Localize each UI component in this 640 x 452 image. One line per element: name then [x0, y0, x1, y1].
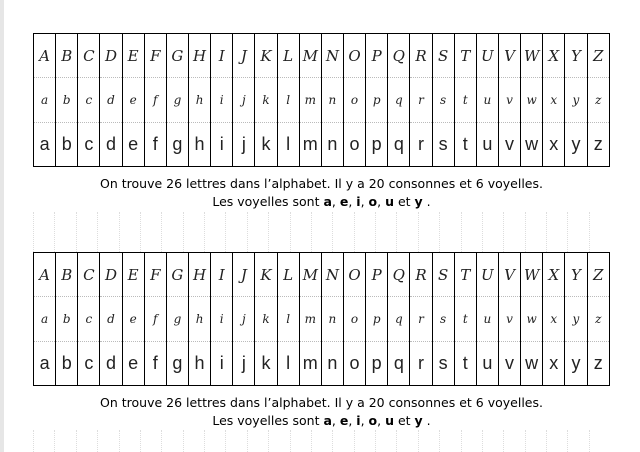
lowercase-cursive-cell: b — [56, 78, 78, 123]
lowercase-print-cell: f — [144, 342, 166, 386]
uppercase-cursive-cell: Q — [388, 34, 410, 78]
dotted-guide — [76, 212, 97, 252]
uppercase-cursive-cell: L — [277, 253, 299, 297]
dotted-guide — [354, 212, 375, 252]
dotted-gap — [33, 212, 610, 252]
dotted-guide — [567, 212, 588, 252]
lowercase-cursive-cell: c — [78, 297, 100, 342]
lowercase-cursive-cell: m — [299, 297, 321, 342]
lowercase-cursive-cell: g — [166, 297, 188, 342]
uppercase-cursive-cell: L — [277, 34, 299, 78]
dotted-guide — [461, 212, 482, 252]
vowel: a — [323, 413, 332, 428]
uppercase-cursive-cell: I — [211, 253, 233, 297]
uppercase-cursive-cell: Y — [565, 253, 587, 297]
uppercase-cursive-cell: Q — [388, 253, 410, 297]
lowercase-cursive-cell: o — [343, 297, 365, 342]
uppercase-cursive-cell: T — [454, 253, 476, 297]
uppercase-cursive-row — [34, 253, 610, 297]
lowercase-print-cell: b — [56, 342, 78, 386]
uppercase-cursive-cell: J — [233, 253, 255, 297]
dotted-guide — [119, 430, 140, 452]
sentence-text: , — [377, 194, 386, 209]
lowercase-print-cell: u — [476, 342, 498, 386]
lowercase-cursive-cell: f — [144, 78, 166, 123]
lowercase-print-cell: y — [565, 123, 587, 167]
dotted-guide — [439, 430, 460, 452]
uppercase-cursive-cell: K — [255, 253, 277, 297]
lowercase-cursive-cell: g — [166, 78, 188, 123]
lowercase-print-cell: c — [78, 123, 100, 167]
uppercase-cursive-cell: U — [476, 34, 498, 78]
dotted-guide — [33, 212, 54, 252]
vowel: a — [323, 194, 332, 209]
lowercase-cursive-cell: k — [255, 78, 277, 123]
sentence-count: On trouve 26 lettres dans l’alphabet. Il y a 20 consonnes et 6 voyelles. — [100, 176, 543, 191]
dotted-guide — [161, 212, 182, 252]
dotted-guide — [97, 430, 118, 452]
dotted-guide — [546, 212, 567, 252]
lowercase-print-cell: b — [56, 123, 78, 167]
alphabet-chart-1 — [33, 33, 610, 211]
uppercase-cursive-cell: S — [432, 253, 454, 297]
vowel: o — [368, 194, 378, 209]
lowercase-print-cell: r — [410, 342, 432, 386]
uppercase-cursive-cell: A — [34, 253, 56, 297]
lowercase-print-cell: d — [100, 123, 122, 167]
lowercase-print-cell: a — [34, 342, 56, 386]
sentence-count: On trouve 26 lettres dans l’alphabet. Il y a 20 consonnes et 6 voyelles. — [100, 395, 543, 410]
lowercase-print-cell: q — [388, 123, 410, 167]
lowercase-cursive-cell: u — [476, 78, 498, 123]
uppercase-cursive-cell: A — [34, 34, 56, 78]
lowercase-print-cell: j — [233, 123, 255, 167]
uppercase-cursive-cell: T — [454, 34, 476, 78]
dotted-guide — [589, 430, 610, 452]
uppercase-cursive-cell: W — [521, 253, 543, 297]
lowercase-cursive-cell: c — [78, 78, 100, 123]
lowercase-print-cell: l — [277, 342, 299, 386]
dotted-guide — [311, 212, 332, 252]
uppercase-cursive-cell: B — [56, 34, 78, 78]
vowel: y — [414, 413, 423, 428]
uppercase-cursive-cell: G — [166, 34, 188, 78]
lowercase-cursive-row — [34, 78, 610, 123]
dotted-guide — [396, 430, 417, 452]
dotted-guide — [482, 430, 503, 452]
lowercase-print-cell: z — [587, 123, 609, 167]
lowercase-cursive-cell: q — [388, 78, 410, 123]
vowel: u — [385, 194, 394, 209]
lowercase-cursive-cell: y — [565, 297, 587, 342]
lowercase-print-cell: s — [432, 123, 454, 167]
lowercase-print-cell: o — [343, 342, 365, 386]
lowercase-print-cell: r — [410, 123, 432, 167]
lowercase-print-cell: e — [122, 123, 144, 167]
dotted-guide — [247, 212, 268, 252]
lowercase-cursive-cell: r — [410, 297, 432, 342]
vowel: u — [385, 413, 394, 428]
uppercase-cursive-cell: F — [144, 253, 166, 297]
lowercase-cursive-cell: e — [122, 297, 144, 342]
lowercase-print-cell: n — [321, 123, 343, 167]
sentence-vowels — [33, 193, 610, 211]
lowercase-print-cell: w — [521, 342, 543, 386]
dotted-guide — [54, 212, 75, 252]
lowercase-print-cell: m — [299, 123, 321, 167]
lowercase-print-cell: t — [454, 123, 476, 167]
uppercase-cursive-cell: H — [188, 34, 210, 78]
lowercase-print-cell: h — [188, 123, 210, 167]
lowercase-cursive-cell: v — [498, 78, 520, 123]
dotted-guide — [204, 430, 225, 452]
lowercase-print-cell: c — [78, 342, 100, 386]
lowercase-cursive-cell: y — [565, 78, 587, 123]
lowercase-cursive-cell: m — [299, 78, 321, 123]
alphabet-table — [33, 252, 610, 386]
sentence-text: Les voyelles sont — [212, 413, 324, 428]
dotted-guide — [567, 430, 588, 452]
lowercase-print-cell: f — [144, 123, 166, 167]
dotted-guide — [268, 212, 289, 252]
sentence-text: Les voyelles sont — [212, 194, 324, 209]
uppercase-cursive-cell: C — [78, 34, 100, 78]
lowercase-print-cell: o — [343, 123, 365, 167]
lowercase-print-cell: p — [366, 123, 388, 167]
uppercase-cursive-cell: D — [100, 34, 122, 78]
lowercase-cursive-cell: p — [366, 297, 388, 342]
sentence-text: , — [360, 413, 369, 428]
sentence-text: , — [377, 413, 386, 428]
lowercase-cursive-cell: r — [410, 78, 432, 123]
dotted-guide — [396, 212, 417, 252]
lowercase-print-cell: d — [100, 342, 122, 386]
lowercase-cursive-cell: j — [233, 78, 255, 123]
lowercase-cursive-cell: t — [454, 78, 476, 123]
sentence-text: , — [348, 413, 357, 428]
dotted-guide — [311, 430, 332, 452]
lowercase-cursive-cell: d — [100, 78, 122, 123]
uppercase-cursive-cell: B — [56, 253, 78, 297]
dotted-guide — [461, 430, 482, 452]
lowercase-cursive-cell: x — [543, 297, 565, 342]
sentence-text: , — [331, 413, 340, 428]
lowercase-print-cell: i — [211, 123, 233, 167]
uppercase-cursive-cell: Y — [565, 34, 587, 78]
uppercase-cursive-cell: N — [321, 34, 343, 78]
uppercase-cursive-cell: J — [233, 34, 255, 78]
lowercase-print-cell: h — [188, 342, 210, 386]
dotted-guide — [140, 212, 161, 252]
lowercase-print-cell: w — [521, 123, 543, 167]
lowercase-print-cell: x — [543, 342, 565, 386]
dotted-guide — [332, 430, 353, 452]
lowercase-print-cell: p — [366, 342, 388, 386]
uppercase-cursive-row — [34, 34, 610, 78]
lowercase-cursive-cell: d — [100, 297, 122, 342]
dotted-guide — [439, 212, 460, 252]
lowercase-cursive-cell: j — [233, 297, 255, 342]
uppercase-cursive-cell: Z — [587, 34, 609, 78]
lowercase-cursive-row — [34, 297, 610, 342]
lowercase-cursive-cell: p — [366, 78, 388, 123]
lowercase-print-cell: v — [498, 342, 520, 386]
uppercase-cursive-cell: R — [410, 34, 432, 78]
dotted-guide — [375, 430, 396, 452]
lowercase-cursive-cell: i — [211, 78, 233, 123]
vowel: y — [414, 194, 423, 209]
lowercase-cursive-cell: v — [498, 297, 520, 342]
uppercase-cursive-cell: N — [321, 253, 343, 297]
lowercase-cursive-cell: w — [521, 297, 543, 342]
lowercase-cursive-cell: s — [432, 78, 454, 123]
uppercase-cursive-cell: F — [144, 34, 166, 78]
uppercase-cursive-cell: G — [166, 253, 188, 297]
dotted-guide — [546, 430, 567, 452]
dotted-guide — [225, 430, 246, 452]
sentence-text: et — [394, 194, 415, 209]
lowercase-cursive-cell: z — [587, 297, 609, 342]
uppercase-cursive-cell: S — [432, 34, 454, 78]
sentence-text: . — [422, 194, 431, 209]
lowercase-print-row — [34, 342, 610, 386]
lowercase-cursive-cell: n — [321, 78, 343, 123]
lowercase-print-cell: u — [476, 123, 498, 167]
uppercase-cursive-cell: Z — [587, 253, 609, 297]
dotted-guide — [525, 430, 546, 452]
sentence-text: , — [360, 194, 369, 209]
dotted-guide — [54, 430, 75, 452]
dotted-guide — [119, 212, 140, 252]
dotted-guide — [503, 430, 524, 452]
lowercase-cursive-cell: z — [587, 78, 609, 123]
lowercase-print-cell: x — [543, 123, 565, 167]
dotted-guide — [268, 430, 289, 452]
uppercase-cursive-cell: O — [343, 34, 365, 78]
dotted-guide — [204, 212, 225, 252]
lowercase-cursive-cell: s — [432, 297, 454, 342]
dotted-guide — [418, 212, 439, 252]
lowercase-cursive-cell: e — [122, 78, 144, 123]
uppercase-cursive-cell: X — [543, 34, 565, 78]
dotted-guide — [290, 430, 311, 452]
vowel: e — [339, 194, 349, 209]
lowercase-cursive-cell: l — [277, 297, 299, 342]
dotted-guide — [33, 430, 54, 452]
dotted-guide — [225, 212, 246, 252]
dotted-guide — [589, 212, 610, 252]
dotted-guide — [161, 430, 182, 452]
sentence-text: et — [394, 413, 415, 428]
page-edge — [0, 0, 4, 452]
lowercase-print-cell: k — [255, 342, 277, 386]
dotted-guide — [183, 212, 204, 252]
dotted-guide — [354, 430, 375, 452]
uppercase-cursive-cell: H — [188, 253, 210, 297]
lowercase-cursive-cell: h — [188, 78, 210, 123]
uppercase-cursive-cell: D — [100, 253, 122, 297]
lowercase-cursive-cell: f — [144, 297, 166, 342]
dotted-guide — [482, 212, 503, 252]
alphabet-chart-2 — [33, 252, 610, 430]
dotted-guide — [525, 212, 546, 252]
uppercase-cursive-cell: C — [78, 253, 100, 297]
dotted-guide — [332, 212, 353, 252]
lowercase-print-cell: v — [498, 123, 520, 167]
dotted-guide — [503, 212, 524, 252]
uppercase-cursive-cell: K — [255, 34, 277, 78]
uppercase-cursive-cell: U — [476, 253, 498, 297]
lowercase-cursive-cell: k — [255, 297, 277, 342]
lowercase-cursive-cell: a — [34, 297, 56, 342]
sentence-text: . — [422, 413, 431, 428]
sentence-vowels — [33, 412, 610, 430]
uppercase-cursive-cell: I — [211, 34, 233, 78]
lowercase-print-cell: e — [122, 342, 144, 386]
uppercase-cursive-cell: W — [521, 34, 543, 78]
dotted-guide — [140, 430, 161, 452]
dotted-guide — [97, 212, 118, 252]
lowercase-print-cell: k — [255, 123, 277, 167]
lowercase-print-cell: z — [587, 342, 609, 386]
uppercase-cursive-cell: R — [410, 253, 432, 297]
lowercase-print-cell: m — [299, 342, 321, 386]
lowercase-cursive-cell: l — [277, 78, 299, 123]
uppercase-cursive-cell: X — [543, 253, 565, 297]
vowel: e — [339, 413, 349, 428]
dotted-guide — [76, 430, 97, 452]
sentence-text: , — [348, 194, 357, 209]
lowercase-print-cell: s — [432, 342, 454, 386]
lowercase-print-cell: t — [454, 342, 476, 386]
lowercase-cursive-cell: b — [56, 297, 78, 342]
lowercase-print-cell: j — [233, 342, 255, 386]
alphabet-table — [33, 33, 610, 167]
lowercase-cursive-cell: u — [476, 297, 498, 342]
lowercase-cursive-cell: n — [321, 297, 343, 342]
lowercase-cursive-cell: t — [454, 297, 476, 342]
dotted-guide — [375, 212, 396, 252]
lowercase-print-cell: i — [211, 342, 233, 386]
lowercase-print-cell: g — [166, 123, 188, 167]
uppercase-cursive-cell: V — [498, 253, 520, 297]
lowercase-print-cell: n — [321, 342, 343, 386]
vowel: i — [356, 194, 361, 209]
uppercase-cursive-cell: P — [366, 34, 388, 78]
lowercase-cursive-cell: o — [343, 78, 365, 123]
lowercase-print-cell: a — [34, 123, 56, 167]
uppercase-cursive-cell: M — [299, 34, 321, 78]
dotted-guide — [247, 430, 268, 452]
vowel: i — [356, 413, 361, 428]
lowercase-cursive-cell: h — [188, 297, 210, 342]
uppercase-cursive-cell: M — [299, 253, 321, 297]
uppercase-cursive-cell: O — [343, 253, 365, 297]
uppercase-cursive-cell: E — [122, 34, 144, 78]
lowercase-print-cell: g — [166, 342, 188, 386]
lowercase-cursive-cell: a — [34, 78, 56, 123]
vowel: o — [368, 413, 378, 428]
uppercase-cursive-cell: P — [366, 253, 388, 297]
lowercase-print-cell: y — [565, 342, 587, 386]
sentence-text: , — [331, 194, 340, 209]
lowercase-print-row — [34, 123, 610, 167]
dotted-guide — [183, 430, 204, 452]
uppercase-cursive-cell: V — [498, 34, 520, 78]
lowercase-cursive-cell: q — [388, 297, 410, 342]
lowercase-cursive-cell: x — [543, 78, 565, 123]
dotted-guide — [290, 212, 311, 252]
lowercase-print-cell: q — [388, 342, 410, 386]
lowercase-cursive-cell: w — [521, 78, 543, 123]
lowercase-print-cell: l — [277, 123, 299, 167]
lowercase-cursive-cell: i — [211, 297, 233, 342]
dotted-guide — [418, 430, 439, 452]
dotted-gap — [33, 430, 610, 452]
uppercase-cursive-cell: E — [122, 253, 144, 297]
